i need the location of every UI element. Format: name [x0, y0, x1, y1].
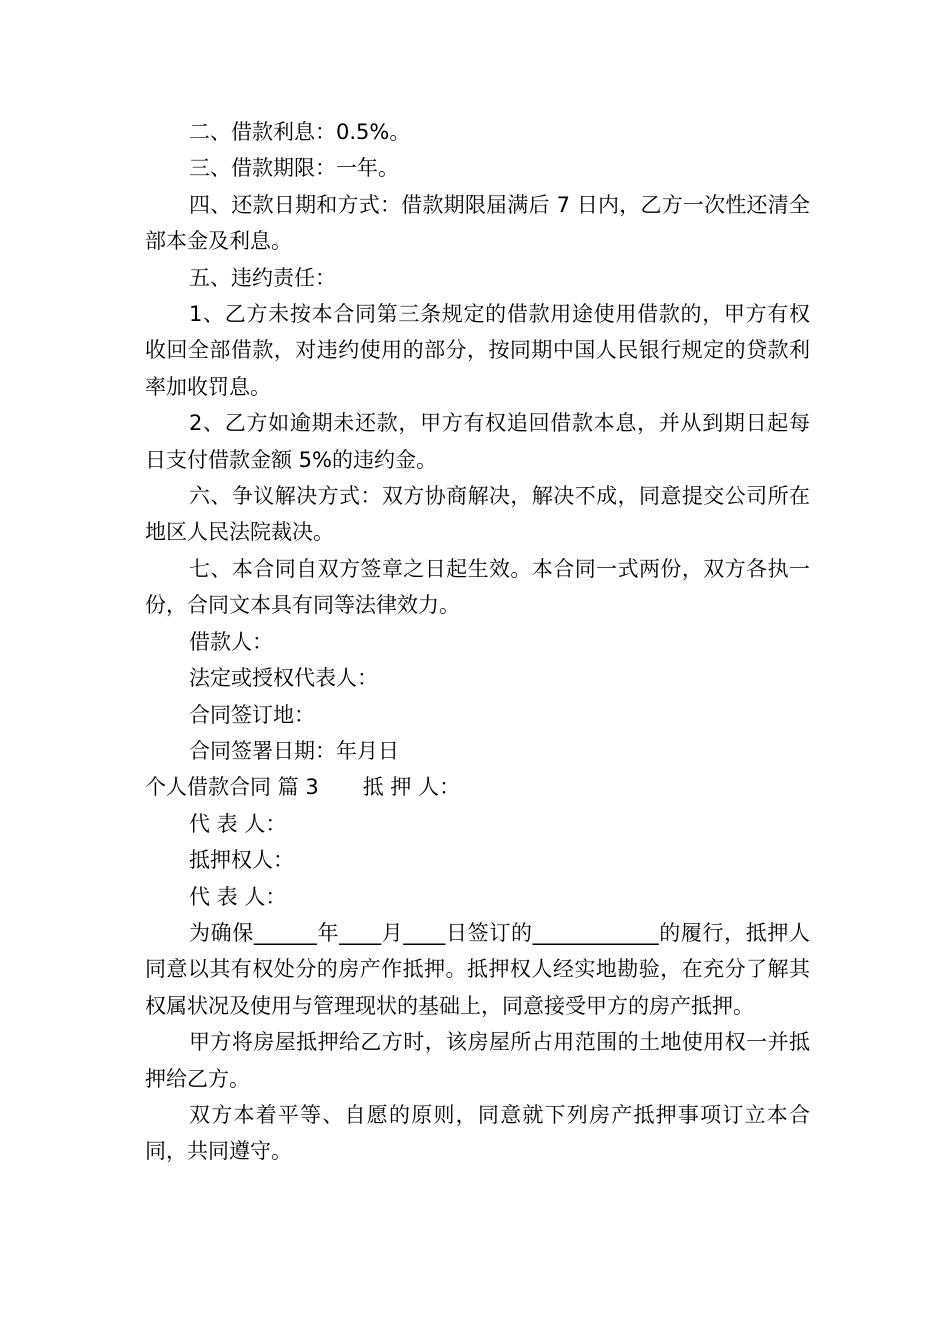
heading-gap	[319, 769, 363, 805]
paragraph-principle: 双方本着平等、自愿的原则，同意就下列房产抵押事项订立本合同，共同遵守。	[145, 1102, 810, 1164]
mortgagor-label: 抵 押 人：	[362, 775, 461, 800]
paragraph-breach-heading: 五、违约责任：	[189, 265, 336, 290]
paragraph-breach-2: 2、乙方如逾期未还款，甲方有权追回借款本息，并从到期日起每日支付借款金额 5%的违约金。	[145, 411, 810, 472]
mortgagor-representative: 代 表 人：	[189, 811, 287, 836]
section-heading: 个人借款合同 篇 3	[145, 775, 319, 800]
paragraph-repayment: 四、还款日期和方式：借款期限届满后 7 日内，乙方一次性还清全部本金及利息。	[145, 192, 810, 254]
document-page	[145, 114, 810, 1170]
mortgagee-representative: 代 表 人：	[189, 884, 287, 909]
paragraph-land-use: 甲方将房屋抵押给乙方时，该房屋所占用范围的土地使用权一并抵押给乙方。	[145, 1030, 810, 1091]
paragraph-effect: 七、本合同自双方签章之日起生效。本合同一式两份，双方各执一份，合同文本具有同等法律效力。	[145, 556, 810, 618]
signature-representative: 法定或授权代表人：	[189, 666, 378, 691]
signature-place: 合同签订地：	[189, 702, 315, 727]
paragraph-interest: 二、借款利息：0.5%。	[189, 120, 411, 144]
signature-date: 合同签署日期：年月日	[189, 738, 399, 763]
paragraph-guarantee: 为确保______年____月____日签订的____________的履行，抵押人同意以其有权处分的房产作抵押。抵押权人经实地勘验，在充分了解其权属状况及使用与管理现状的基础上，同意接受甲方的房产抵押。	[145, 920, 810, 1018]
signature-borrower: 借款人：	[189, 629, 273, 654]
section-heading-row	[145, 769, 810, 805]
paragraph-dispute: 六、争议解决方式：双方协商解决，解决不成，同意提交公司所在地区人民法院裁决。	[145, 484, 810, 545]
mortgagee-label: 抵押权人：	[189, 848, 294, 873]
paragraph-breach-1: 1、乙方未按本合同第三条规定的借款用途使用借款的，甲方有权收回全部借款，对违约使用的部分，按同期中国人民银行规定的贷款利率加收罚息。	[145, 302, 810, 399]
paragraph-term: 三、借款期限：一年。	[189, 156, 399, 181]
